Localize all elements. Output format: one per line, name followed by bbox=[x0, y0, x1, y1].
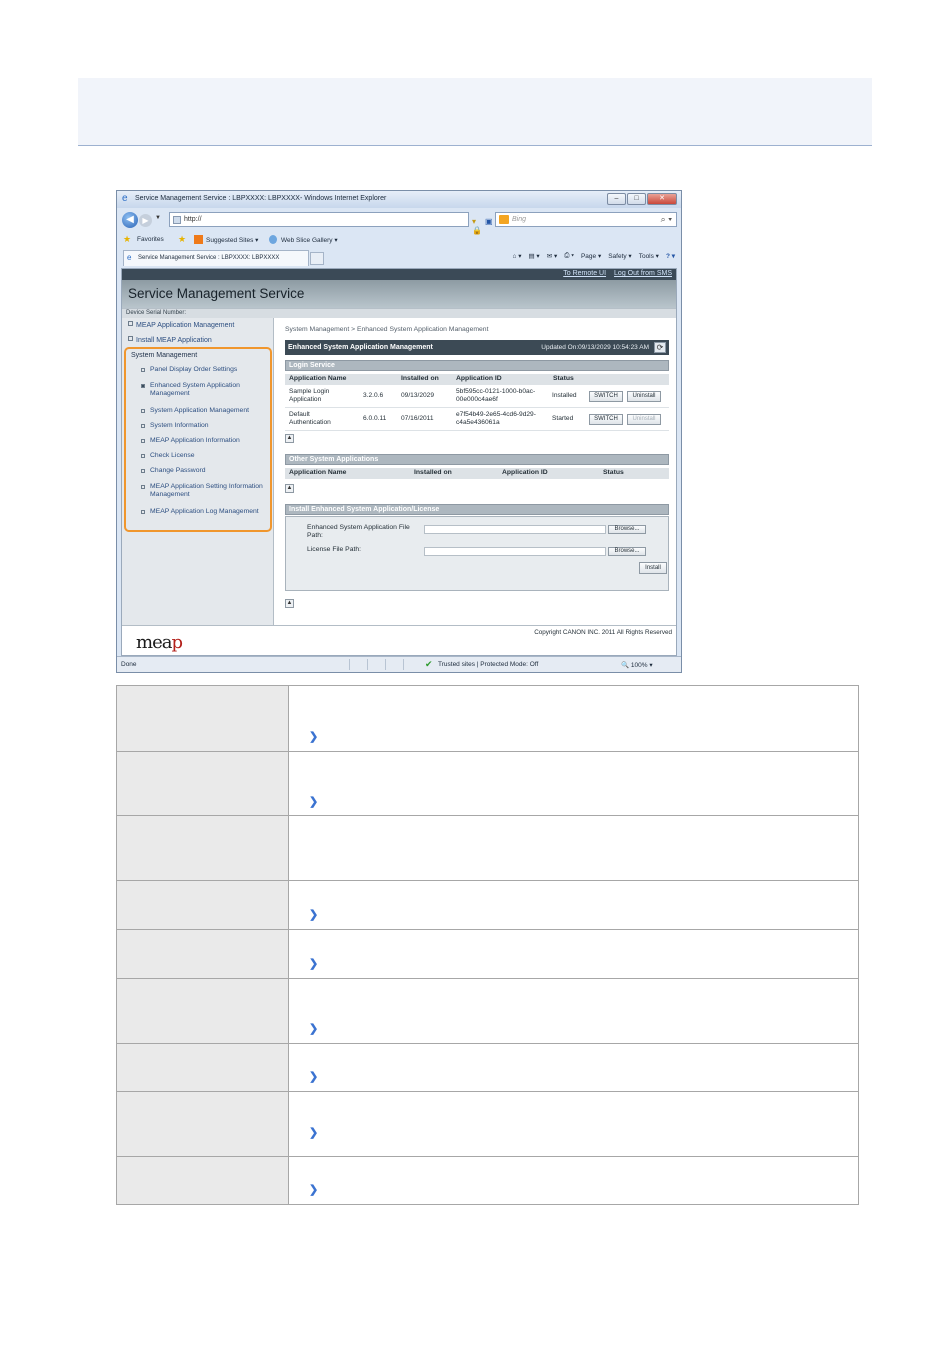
address-toolbar bbox=[117, 209, 681, 235]
tab-bar bbox=[117, 248, 681, 267]
tools-menu[interactable]: Tools ▾ bbox=[638, 253, 659, 260]
sidebar-item-label: Check License bbox=[150, 452, 195, 459]
installed-on: 09/13/2029 bbox=[401, 392, 435, 399]
copyright: Copyright CANON INC. 2011 All Rights Reserved bbox=[534, 629, 672, 636]
history-dropdown-icon[interactable]: ▼ bbox=[155, 215, 161, 221]
meap-logo bbox=[136, 632, 182, 653]
page-icon bbox=[173, 216, 181, 224]
safety-menu[interactable]: Safety ▾ bbox=[608, 253, 632, 260]
table-row bbox=[117, 686, 859, 752]
feeds-button[interactable]: ▤ ▾ bbox=[528, 253, 540, 260]
status-divider bbox=[367, 659, 368, 670]
table-cell-description bbox=[289, 686, 859, 752]
search-icon[interactable]: ⌕ ▾ bbox=[660, 214, 672, 224]
page-header-band bbox=[78, 78, 872, 146]
refresh-button[interactable]: ⟳ bbox=[654, 342, 666, 353]
window-title: Service Management Service : LBPXXXX: LBPXXXX- Windows Internet Explorer bbox=[135, 195, 387, 202]
other-apps-header bbox=[285, 468, 669, 479]
sms-banner bbox=[122, 280, 676, 308]
browser-window bbox=[116, 190, 682, 673]
logout-link[interactable]: Log Out from SMS bbox=[614, 270, 672, 277]
application-id: e7f54b49-2e65-4cd6-9d29-c4a5e436061a bbox=[456, 411, 536, 426]
sidebar bbox=[122, 318, 274, 625]
link-arrow-icon[interactable]: ❯ bbox=[309, 958, 319, 970]
link-arrow-icon[interactable]: ❯ bbox=[309, 909, 319, 921]
print-button[interactable]: ⎙ ▾ bbox=[564, 252, 574, 259]
sidebar-item-label: MEAP Application Management bbox=[136, 322, 235, 329]
tab-label: Service Management Service : LBPXXXX: LBPXXXX bbox=[138, 255, 280, 261]
bing-icon bbox=[499, 215, 509, 224]
table-row bbox=[117, 881, 859, 930]
sidebar-item-meap-setting-info[interactable] bbox=[141, 483, 265, 499]
switch-button[interactable]: SWITCH bbox=[589, 414, 623, 425]
table-row bbox=[117, 816, 859, 881]
col-application-id: Application ID bbox=[502, 469, 548, 476]
favorites-bar bbox=[117, 232, 681, 248]
browse-app-button[interactable]: Browse... bbox=[608, 525, 646, 534]
sidebar-section-system-management[interactable]: System Management bbox=[131, 352, 198, 359]
table-cell-description bbox=[289, 752, 859, 816]
sidebar-item-label: System Information bbox=[150, 422, 209, 429]
trusted-check-icon: ✔ bbox=[425, 659, 433, 669]
switch-button[interactable]: SWITCH bbox=[589, 391, 623, 402]
back-to-top-button[interactable]: ▲ bbox=[286, 435, 293, 441]
col-installed-on: Installed on bbox=[414, 469, 452, 476]
system-management-highlight bbox=[124, 347, 272, 532]
help-button[interactable]: ? ▾ bbox=[665, 253, 675, 260]
selected-bullet-icon bbox=[141, 384, 145, 388]
serial-bar bbox=[122, 308, 676, 318]
logo-text-accent: p bbox=[171, 632, 182, 653]
col-installed-on: Installed on bbox=[401, 375, 439, 382]
description-table bbox=[116, 685, 859, 1205]
security-zone[interactable]: Trusted sites | Protected Mode: Off bbox=[438, 661, 539, 668]
status-divider bbox=[385, 659, 386, 670]
sidebar-item-label: MEAP Application Setting Information Management bbox=[150, 483, 263, 498]
app-title: Service Management Service bbox=[128, 286, 305, 301]
install-button[interactable]: Install bbox=[639, 562, 667, 574]
main-panel bbox=[274, 318, 677, 625]
col-status: Status bbox=[553, 375, 574, 382]
close-button[interactable]: ✕ bbox=[647, 193, 677, 205]
status: Started bbox=[552, 415, 574, 422]
bullet-icon bbox=[141, 409, 145, 413]
page-header-bar bbox=[285, 340, 669, 355]
bullet-icon bbox=[141, 439, 145, 443]
table-row bbox=[117, 979, 859, 1044]
compat-view-icon[interactable]: ▣ bbox=[484, 217, 493, 226]
sms-top-bar bbox=[122, 269, 676, 280]
mail-button[interactable]: ✉ ▾ bbox=[546, 253, 558, 260]
col-application-id: Application ID bbox=[456, 375, 502, 382]
table-cell-label bbox=[117, 881, 289, 930]
login-service-section bbox=[285, 360, 669, 371]
link-arrow-icon[interactable]: ❯ bbox=[309, 796, 319, 808]
sidebar-item-label: MEAP Application Log Management bbox=[150, 508, 259, 515]
table-cell-label bbox=[117, 686, 289, 752]
sidebar-item-label: MEAP Application Information bbox=[150, 437, 240, 444]
sidebar-item-label: Install MEAP Application bbox=[136, 337, 212, 344]
page-menu[interactable]: Page ▾ bbox=[580, 253, 602, 260]
table-cell-label bbox=[117, 1157, 289, 1205]
link-arrow-icon[interactable]: ❯ bbox=[309, 1071, 319, 1083]
app-version: 3.2.0.6 bbox=[363, 392, 384, 399]
table-cell-description bbox=[289, 816, 859, 881]
table-cell-description bbox=[289, 1044, 859, 1092]
table-cell-label bbox=[117, 752, 289, 816]
sidebar-item-label: Change Password bbox=[150, 467, 206, 474]
sidebar-item-label: Enhanced System Application Management bbox=[150, 382, 240, 397]
col-application-name: Application Name bbox=[289, 375, 347, 382]
status-bar bbox=[117, 656, 681, 672]
sidebar-item-label: Panel Display Order Settings bbox=[150, 366, 238, 373]
bullet-icon bbox=[128, 321, 133, 326]
address-bar[interactable] bbox=[169, 212, 493, 235]
link-arrow-icon[interactable]: ❯ bbox=[309, 1127, 319, 1139]
suggested-sites-icon bbox=[194, 235, 203, 244]
browse-license-button[interactable]: Browse... bbox=[608, 547, 646, 556]
sidebar-item-label: System Application Management bbox=[150, 407, 249, 414]
link-arrow-icon[interactable]: ❯ bbox=[309, 1023, 319, 1035]
sidebar-item-panel-display-order[interactable] bbox=[141, 366, 265, 374]
web-content bbox=[121, 268, 677, 656]
link-arrow-icon[interactable]: ❯ bbox=[309, 731, 319, 743]
application-id: 5bf595cc-0121-1000-b0ac-00e000c4ae6f bbox=[456, 388, 536, 403]
link-arrow-icon[interactable]: ❯ bbox=[309, 1184, 319, 1196]
address-text[interactable]: http:// bbox=[184, 216, 202, 223]
bullet-icon bbox=[141, 469, 145, 473]
tab-sms[interactable] bbox=[123, 250, 309, 266]
add-favorite-icon[interactable]: ★ bbox=[178, 234, 187, 244]
other-apps-section bbox=[285, 454, 669, 465]
section-title: Other System Applications bbox=[289, 456, 379, 463]
logo-text: mea bbox=[136, 632, 172, 653]
table-cell-description bbox=[289, 930, 859, 979]
table-cell-label bbox=[117, 979, 289, 1044]
favorites-button[interactable]: Favorites bbox=[137, 236, 164, 243]
uninstall-button-disabled: Uninstall bbox=[627, 414, 661, 425]
footer bbox=[122, 625, 676, 656]
sidebar-item-change-password[interactable] bbox=[141, 467, 265, 475]
serial-label: Device Serial Number: bbox=[126, 310, 187, 316]
table-cell-label bbox=[117, 816, 289, 881]
table-cell-description bbox=[289, 1092, 859, 1157]
back-to-top-button[interactable]: ▲ bbox=[286, 600, 293, 606]
bullet-icon bbox=[141, 510, 145, 514]
bullet-icon bbox=[141, 368, 145, 372]
table-cell-label bbox=[117, 930, 289, 979]
web-slice-gallery-link[interactable]: Web Slice Gallery ▾ bbox=[281, 237, 338, 244]
sidebar-item-meap-log-management[interactable] bbox=[141, 508, 265, 516]
table-row bbox=[117, 1044, 859, 1092]
table-row bbox=[117, 930, 859, 979]
new-tab-button[interactable] bbox=[310, 252, 324, 265]
app-name: Default Authentication bbox=[289, 411, 331, 426]
command-bar bbox=[512, 252, 675, 260]
install-form bbox=[285, 516, 669, 591]
status-divider bbox=[349, 659, 350, 670]
status: Installed bbox=[552, 392, 577, 399]
table-cell-description bbox=[289, 979, 859, 1044]
home-button[interactable]: ⌂ ▾ bbox=[512, 253, 522, 260]
install-section bbox=[285, 504, 669, 515]
bullet-icon bbox=[128, 336, 133, 341]
sidebar-item-install-meap[interactable] bbox=[128, 336, 212, 345]
bullet-icon bbox=[141, 424, 145, 428]
title-bar bbox=[117, 191, 681, 208]
table-row bbox=[117, 1157, 859, 1205]
col-status: Status bbox=[603, 469, 624, 476]
maximize-button[interactable]: □ bbox=[627, 193, 646, 205]
license-file-path-input[interactable] bbox=[424, 547, 606, 556]
bullet-icon bbox=[141, 485, 145, 489]
forward-arrow-icon[interactable]: ▶ bbox=[139, 214, 152, 227]
zoom-level[interactable]: 🔍 100% ▾ bbox=[621, 662, 653, 669]
table-row bbox=[117, 1092, 859, 1157]
lock-icon[interactable]: ▾ 🔒 bbox=[472, 217, 482, 235]
table-cell-description bbox=[289, 881, 859, 930]
to-remote-ui-link[interactable]: To Remote UI bbox=[563, 270, 607, 277]
search-box[interactable] bbox=[495, 212, 677, 227]
ie-logo-icon: e bbox=[122, 193, 128, 204]
back-to-top-button[interactable]: ▲ bbox=[286, 485, 293, 491]
uninstall-button[interactable]: Uninstall bbox=[627, 391, 661, 402]
table-row bbox=[285, 386, 669, 408]
updated-timestamp: Updated On:09/13/2029 10:54:23 AM bbox=[541, 344, 649, 351]
minimize-button[interactable]: – bbox=[607, 193, 626, 205]
license-path-label: License File Path: bbox=[307, 546, 362, 553]
bullet-icon bbox=[141, 454, 145, 458]
web-slice-icon bbox=[269, 235, 277, 244]
login-service-header bbox=[285, 374, 669, 385]
sidebar-item-check-license[interactable] bbox=[141, 452, 265, 460]
sidebar-item-enhanced-system-app[interactable] bbox=[141, 382, 265, 398]
section-title: Install Enhanced System Application/License bbox=[289, 506, 440, 513]
table-cell-description bbox=[289, 1157, 859, 1205]
sidebar-item-meap-app-information[interactable] bbox=[141, 437, 265, 445]
section-title: Login Service bbox=[289, 362, 335, 369]
installed-on: 07/16/2011 bbox=[401, 415, 434, 422]
table-row bbox=[285, 409, 669, 431]
app-name: Sample Login Application bbox=[289, 388, 330, 403]
table-cell-label bbox=[117, 1092, 289, 1157]
search-input[interactable]: Bing bbox=[512, 216, 527, 223]
tab-ie-icon: e bbox=[127, 253, 132, 262]
page-title: Enhanced System Application Management bbox=[288, 344, 433, 351]
app-path-label: Enhanced System Application File Path: bbox=[307, 524, 410, 539]
app-version: 6.0.0.11 bbox=[363, 415, 387, 422]
sidebar-item-system-information[interactable] bbox=[141, 422, 265, 430]
favorites-star-icon[interactable]: ★ bbox=[123, 234, 132, 244]
back-arrow-icon[interactable]: ◀ bbox=[122, 212, 138, 228]
table-cell-label bbox=[117, 1044, 289, 1092]
breadcrumb: System Management > Enhanced System Application Management bbox=[285, 326, 489, 333]
sidebar-item-system-app-management[interactable] bbox=[141, 407, 265, 415]
app-file-path-input[interactable] bbox=[424, 525, 606, 534]
table-row bbox=[117, 752, 859, 816]
suggested-sites-link[interactable]: Suggested Sites ▾ bbox=[206, 237, 259, 244]
sidebar-item-meap-management[interactable] bbox=[128, 321, 234, 330]
status-divider bbox=[403, 659, 404, 670]
status-text: Done bbox=[121, 661, 137, 668]
col-application-name: Application Name bbox=[289, 469, 347, 476]
